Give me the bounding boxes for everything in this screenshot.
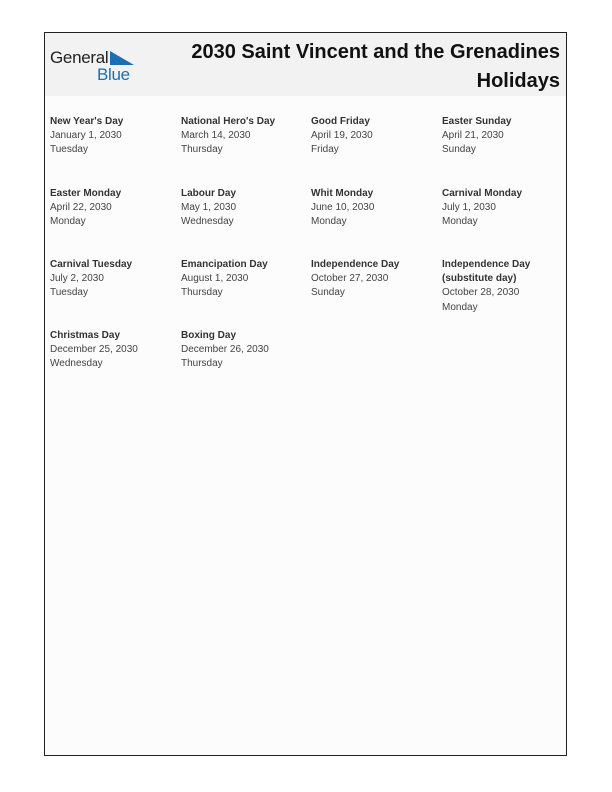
holiday-date: December 26, 2030 xyxy=(181,344,269,356)
holiday-item xyxy=(442,115,570,158)
logo-blue: Blue xyxy=(97,65,130,84)
header xyxy=(45,33,566,96)
holiday-name: Carnival Monday xyxy=(442,188,523,199)
logo-triangle-icon xyxy=(110,51,134,65)
holiday-weekday: Sunday xyxy=(311,287,345,299)
holiday-item xyxy=(50,258,178,301)
holiday-weekday: Monday xyxy=(311,216,347,228)
holiday-date: July 1, 2030 xyxy=(442,202,496,214)
logo-general: General xyxy=(50,48,109,67)
holiday-name: Carnival Tuesday xyxy=(50,259,133,270)
holiday-name: Whit Monday xyxy=(311,188,374,199)
holiday-date: April 21, 2030 xyxy=(442,130,504,142)
holiday-date: May 1, 2030 xyxy=(181,202,237,214)
holiday-weekday: Wednesday xyxy=(181,216,234,228)
logo xyxy=(50,48,150,88)
holiday-weekday: Thursday xyxy=(181,358,223,370)
holiday-item xyxy=(442,187,570,230)
holiday-date: July 2, 2030 xyxy=(50,273,104,285)
holiday-name: Easter Monday xyxy=(50,188,122,199)
holiday-weekday: Wednesday xyxy=(50,358,103,370)
holiday-name: Emancipation Day xyxy=(181,259,268,270)
holiday-item xyxy=(181,329,309,372)
holiday-name: National Hero's Day xyxy=(181,116,276,127)
holiday-weekday: Thursday xyxy=(181,144,223,156)
holiday-item xyxy=(181,187,309,230)
holiday-date: October 28, 2030 xyxy=(442,287,520,299)
holiday-weekday: Tuesday xyxy=(50,144,88,156)
holiday-name: Independence Day xyxy=(311,259,400,270)
page-title: 2030 Saint Vincent and the Grenadines Holidays xyxy=(191,41,560,92)
holiday-weekday: Thursday xyxy=(181,287,223,299)
holiday-name: Labour Day xyxy=(181,188,237,199)
holiday-weekday: Monday xyxy=(50,216,86,228)
holiday-name: Easter Sunday xyxy=(442,116,512,127)
holiday-date: April 19, 2030 xyxy=(311,130,373,142)
holiday-date: April 22, 2030 xyxy=(50,202,112,214)
holiday-item xyxy=(311,187,439,230)
holiday-name: Boxing Day xyxy=(181,330,237,341)
holiday-date: December 25, 2030 xyxy=(50,344,138,356)
holiday-date: August 1, 2030 xyxy=(181,273,249,285)
holiday-name: Independence Day (substitute day) xyxy=(442,259,531,285)
holiday-item xyxy=(181,115,309,158)
holiday-date: March 14, 2030 xyxy=(181,130,251,142)
holiday-weekday: Monday xyxy=(442,216,478,228)
holiday-date: October 27, 2030 xyxy=(311,273,389,285)
calendar-page xyxy=(44,32,567,756)
holiday-date: June 10, 2030 xyxy=(311,202,375,214)
holiday-name: New Year's Day xyxy=(50,116,124,127)
holiday-item xyxy=(442,258,542,315)
holiday-item xyxy=(311,258,439,301)
holiday-weekday: Sunday xyxy=(442,144,476,156)
holiday-name: Christmas Day xyxy=(50,330,121,341)
holiday-weekday: Friday xyxy=(311,144,339,156)
holiday-weekday: Monday xyxy=(442,301,478,313)
holiday-item xyxy=(181,258,309,301)
holiday-name: Good Friday xyxy=(311,116,370,127)
holiday-item xyxy=(311,115,439,158)
holiday-weekday: Tuesday xyxy=(50,287,88,299)
holiday-date: January 1, 2030 xyxy=(50,130,122,142)
holiday-item xyxy=(50,329,178,372)
holiday-item xyxy=(50,115,178,158)
holiday-item xyxy=(50,187,178,230)
